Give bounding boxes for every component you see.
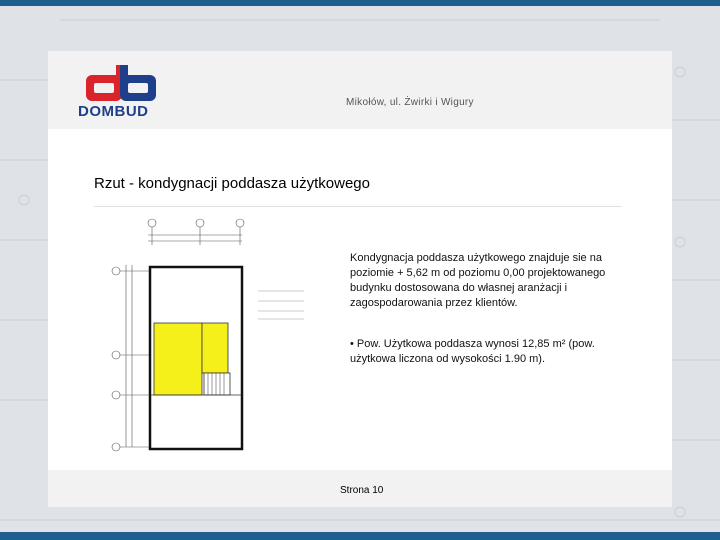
footer: [48, 470, 672, 507]
area-bullet: • Pow. Użytkowa poddasza wynosi 12,85 m² (pow. użytkowa liczona od wysokości 1.90 m).: [350, 338, 595, 365]
top-band: [0, 0, 720, 6]
dombud-logo: [78, 65, 164, 119]
logo-mark-icon: [78, 65, 164, 103]
description-text: Kondygnacja poddasza użytkowego znajduje sie na poziomie + 5,62 m od poziomu 0,00 projektowanego budynku dostosowana do własnej aranżacji i zagospodarowania przez klientów.: [350, 252, 606, 309]
logo-text: DOMBUD: [78, 103, 149, 120]
title-divider: [94, 206, 622, 207]
bottom-band: [0, 532, 720, 540]
slide-title: Rzut - kondygnacji poddasza użytkowego: [94, 175, 370, 192]
page-number: Strona 10: [340, 485, 384, 496]
header-address: Mikołów, ul. Żwirki i Wigury: [346, 97, 474, 108]
header: [48, 51, 672, 129]
floor-plan-drawing: [108, 215, 308, 455]
slide: [48, 51, 672, 507]
